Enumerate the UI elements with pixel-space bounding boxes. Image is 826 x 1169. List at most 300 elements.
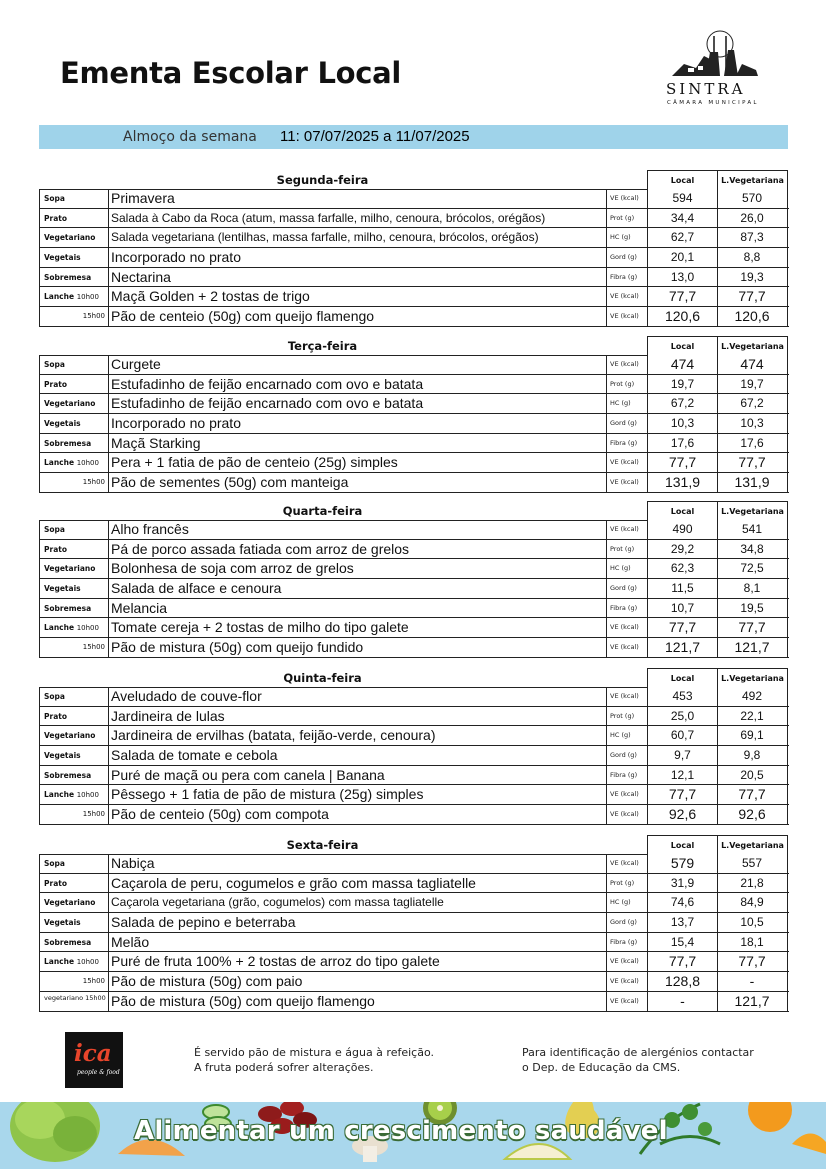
value-vegetarian: 19,5 bbox=[717, 599, 788, 618]
dish-name: Incorporado no prato bbox=[111, 249, 241, 266]
column-header-local: Local bbox=[647, 668, 718, 687]
nutrient-label: Gord (g) bbox=[606, 913, 647, 932]
row-label: Vegetariano bbox=[44, 233, 96, 243]
nutrient-label: VE (kcal) bbox=[606, 618, 647, 637]
value-local: 579 bbox=[647, 854, 718, 873]
dish-name: Primavera bbox=[111, 190, 175, 206]
row-label: Sobremesa bbox=[44, 937, 92, 947]
row-label-cell bbox=[39, 579, 109, 598]
row-time: 10h00 bbox=[76, 958, 99, 967]
menu-row bbox=[39, 189, 789, 209]
row-label: Sobremesa bbox=[44, 603, 92, 613]
menu-row bbox=[39, 453, 789, 473]
row-label: Lanche bbox=[44, 790, 75, 800]
value-local: 121,7 bbox=[647, 638, 718, 657]
value-local: 594 bbox=[647, 189, 718, 208]
nutrient-label: VE (kcal) bbox=[606, 785, 647, 804]
value-local: 9,7 bbox=[647, 746, 718, 765]
row-label: Sopa bbox=[44, 859, 65, 868]
row-label-cell bbox=[39, 209, 109, 228]
value-vegetarian: 10,3 bbox=[717, 414, 788, 433]
dish-name: Pá de porco assada fatiada com arroz de grelos bbox=[111, 540, 410, 557]
dish-name: Puré de maçã ou pera com canela | Banana bbox=[111, 766, 385, 783]
dish-name: Pão de mistura (50g) com queijo flamengo bbox=[111, 992, 375, 1009]
value-local: 77,7 bbox=[647, 618, 718, 637]
row-label-cell bbox=[39, 638, 109, 657]
nutrient-label: VE (kcal) bbox=[606, 473, 647, 492]
row-time: 10h00 bbox=[76, 293, 99, 302]
nutrient-label: Prot (g) bbox=[606, 540, 647, 559]
row-label-cell bbox=[39, 394, 109, 413]
row-label-cell bbox=[39, 248, 109, 267]
note-bread-fruit bbox=[194, 1045, 434, 1075]
nutrient-label: VE (kcal) bbox=[606, 952, 647, 971]
row-label-cell bbox=[39, 854, 109, 873]
row-label: Sobremesa bbox=[44, 770, 92, 780]
menu-row bbox=[39, 805, 789, 825]
value-vegetarian: 570 bbox=[717, 189, 788, 208]
row-label-cell bbox=[39, 228, 109, 247]
nutrient-label: VE (kcal) bbox=[606, 355, 647, 374]
row-label-cell bbox=[39, 599, 109, 618]
row-time: 15h00 bbox=[82, 810, 105, 819]
menu-row bbox=[39, 375, 789, 395]
banner-slogan: Alimentar um crescimento saudável bbox=[134, 1116, 668, 1146]
row-label-cell bbox=[39, 473, 109, 492]
row-label: Vegetais bbox=[44, 751, 81, 761]
row-time: vegetariano 15h00 bbox=[44, 993, 106, 1002]
nutrient-label: HC (g) bbox=[606, 394, 647, 413]
row-label: Vegetariano bbox=[44, 731, 96, 741]
menu-row bbox=[39, 268, 789, 288]
value-local: 77,7 bbox=[647, 952, 718, 971]
note-fruit: A fruta poderá sofrer alterações. bbox=[194, 1061, 374, 1074]
nutrient-label: Prot (g) bbox=[606, 707, 647, 726]
value-local: 13,0 bbox=[647, 268, 718, 287]
value-vegetarian: 492 bbox=[717, 687, 788, 706]
dish-name: Pão de sementes (50g) com manteiga bbox=[111, 474, 349, 491]
menu-row bbox=[39, 248, 789, 268]
value-vegetarian: 121,7 bbox=[717, 638, 788, 657]
row-label: Vegetariano bbox=[44, 898, 96, 908]
day-header bbox=[39, 667, 789, 687]
dish-name: Pêssego + 1 fatia de pão de mistura (25g) simples bbox=[111, 786, 424, 803]
value-vegetarian: 77,7 bbox=[717, 785, 788, 804]
menu-row bbox=[39, 307, 789, 327]
nutrient-label: Gord (g) bbox=[606, 579, 647, 598]
nutrient-label: HC (g) bbox=[606, 893, 647, 912]
dish-name: Estufadinho de feijão encarnado com ovo e batata bbox=[111, 395, 424, 412]
dish-name: Incorporado no prato bbox=[111, 415, 241, 432]
day-table bbox=[39, 500, 789, 658]
row-label-cell bbox=[39, 540, 109, 559]
value-local: 31,9 bbox=[647, 874, 718, 893]
day-header bbox=[39, 834, 789, 854]
nutrient-label: VE (kcal) bbox=[606, 307, 647, 326]
value-local: 10,3 bbox=[647, 414, 718, 433]
note-bread: É servido pão de mistura e água à refeição. bbox=[194, 1046, 434, 1059]
dish-name: Pão de centeio (50g) com queijo flamengo bbox=[111, 308, 375, 325]
menu-row bbox=[39, 933, 789, 953]
dish-name: Salada à Cabo da Roca (atum, massa farfalle, milho, cenoura, brócolos, orégãos) bbox=[111, 210, 546, 225]
dish-name: Melão bbox=[111, 933, 150, 950]
nutrient-label: VE (kcal) bbox=[606, 189, 647, 208]
ica-logo-text: ica bbox=[74, 1040, 112, 1067]
row-label-cell bbox=[39, 766, 109, 785]
value-vegetarian: 19,7 bbox=[717, 375, 788, 394]
menu-row bbox=[39, 209, 789, 229]
row-label-cell bbox=[39, 913, 109, 932]
dish-name: Nectarina bbox=[111, 268, 171, 285]
value-local: - bbox=[647, 992, 718, 1011]
day-header bbox=[39, 169, 789, 189]
row-label-cell bbox=[39, 687, 109, 706]
nutrient-label: VE (kcal) bbox=[606, 805, 647, 824]
menu-row bbox=[39, 726, 789, 746]
menu-row bbox=[39, 559, 789, 579]
day-name: Segunda-feira bbox=[276, 173, 369, 187]
dish-name: Salada de tomate e cebola bbox=[111, 747, 278, 764]
value-vegetarian: 77,7 bbox=[717, 453, 788, 472]
value-vegetarian: 131,9 bbox=[717, 473, 788, 492]
week-value: 11: 07/07/2025 a 11/07/2025 bbox=[280, 128, 470, 145]
value-vegetarian: 77,7 bbox=[717, 618, 788, 637]
value-local: 34,4 bbox=[647, 209, 718, 228]
row-time: 10h00 bbox=[76, 624, 99, 633]
ica-logo bbox=[65, 1032, 123, 1088]
value-vegetarian: 17,6 bbox=[717, 434, 788, 453]
row-label: Sopa bbox=[44, 194, 65, 203]
dish-name: Jardineira de ervilhas (batata, feijão-verde, cenoura) bbox=[111, 727, 436, 744]
day-name: Quarta-feira bbox=[282, 504, 363, 518]
dish-name: Salada de pepino e beterraba bbox=[111, 914, 296, 931]
value-local: 74,6 bbox=[647, 893, 718, 912]
note-allergens-line1: Para identificação de alergénios contactar bbox=[522, 1046, 754, 1059]
value-vegetarian: 8,8 bbox=[717, 248, 788, 267]
palace-icon bbox=[670, 30, 760, 78]
row-label: Vegetais bbox=[44, 584, 81, 594]
nutrient-label: Prot (g) bbox=[606, 375, 647, 394]
value-local: 62,3 bbox=[647, 559, 718, 578]
row-label-cell bbox=[39, 933, 109, 952]
dish-name: Salada de alface e cenoura bbox=[111, 580, 282, 597]
nutrient-label: VE (kcal) bbox=[606, 453, 647, 472]
column-header-vegetarian: L.Vegetariana bbox=[717, 668, 788, 687]
value-vegetarian: 77,7 bbox=[717, 952, 788, 971]
sintra-logo bbox=[664, 30, 764, 110]
row-label-cell bbox=[39, 726, 109, 745]
value-local: 11,5 bbox=[647, 579, 718, 598]
value-local: 10,7 bbox=[647, 599, 718, 618]
menu-row bbox=[39, 893, 789, 913]
value-vegetarian: 22,1 bbox=[717, 707, 788, 726]
row-label: Prato bbox=[44, 711, 67, 721]
row-label-cell bbox=[39, 307, 109, 326]
value-vegetarian: 557 bbox=[717, 854, 788, 873]
row-label: Prato bbox=[44, 878, 67, 888]
menu-row bbox=[39, 952, 789, 972]
row-label: Sobremesa bbox=[44, 438, 92, 448]
value-vegetarian: 84,9 bbox=[717, 893, 788, 912]
column-header-local: Local bbox=[647, 501, 718, 520]
week-bar bbox=[39, 125, 788, 149]
value-local: 120,6 bbox=[647, 307, 718, 326]
menu-row bbox=[39, 287, 789, 307]
nutrient-label: Fibra (g) bbox=[606, 766, 647, 785]
day-table bbox=[39, 667, 789, 825]
row-label-cell bbox=[39, 785, 109, 804]
menu-row bbox=[39, 766, 789, 786]
nutrient-label: Gord (g) bbox=[606, 248, 647, 267]
menu-row bbox=[39, 355, 789, 375]
menu-row bbox=[39, 520, 789, 540]
dish-name: Maçã Golden + 2 tostas de trigo bbox=[111, 288, 310, 305]
dish-name: Jardineira de lulas bbox=[111, 707, 225, 724]
dish-name: Pão de mistura (50g) com paio bbox=[111, 973, 303, 990]
column-header-vegetarian: L.Vegetariana bbox=[717, 501, 788, 520]
column-header-local: Local bbox=[647, 336, 718, 355]
menu-row bbox=[39, 394, 789, 414]
row-label-cell bbox=[39, 746, 109, 765]
row-label-cell bbox=[39, 355, 109, 374]
nutrient-label: VE (kcal) bbox=[606, 687, 647, 706]
note-allergens-line2: o Dep. de Educação da CMS. bbox=[522, 1061, 681, 1074]
nutrient-label: HC (g) bbox=[606, 559, 647, 578]
value-vegetarian: 67,2 bbox=[717, 394, 788, 413]
menu-row bbox=[39, 618, 789, 638]
row-label-cell bbox=[39, 414, 109, 433]
value-local: 453 bbox=[647, 687, 718, 706]
nutrient-label: HC (g) bbox=[606, 726, 647, 745]
row-time: 15h00 bbox=[82, 312, 105, 321]
nutrient-label: VE (kcal) bbox=[606, 638, 647, 657]
value-vegetarian: 72,5 bbox=[717, 559, 788, 578]
day-table bbox=[39, 169, 789, 327]
menu-row bbox=[39, 228, 789, 248]
value-local: 62,7 bbox=[647, 228, 718, 247]
nutrient-label: VE (kcal) bbox=[606, 992, 647, 1011]
value-vegetarian: 474 bbox=[717, 355, 788, 374]
row-label-cell bbox=[39, 520, 109, 539]
row-time: 15h00 bbox=[82, 478, 105, 487]
row-time: 15h00 bbox=[82, 977, 105, 986]
row-label: Sobremesa bbox=[44, 272, 92, 282]
row-label-cell bbox=[39, 453, 109, 472]
value-local: 29,2 bbox=[647, 540, 718, 559]
column-header-local: Local bbox=[647, 170, 718, 189]
nutrient-label: Gord (g) bbox=[606, 414, 647, 433]
menu-row bbox=[39, 707, 789, 727]
menu-row bbox=[39, 854, 789, 874]
value-vegetarian: 21,8 bbox=[717, 874, 788, 893]
row-label-cell bbox=[39, 805, 109, 824]
nutrient-label: HC (g) bbox=[606, 228, 647, 247]
value-vegetarian: - bbox=[717, 972, 788, 991]
row-label-cell bbox=[39, 434, 109, 453]
row-label: Prato bbox=[44, 379, 67, 389]
row-label: Vegetais bbox=[44, 419, 81, 429]
row-time: 10h00 bbox=[76, 791, 99, 800]
logo-wordmark: SINTRA bbox=[666, 80, 746, 98]
menu-row bbox=[39, 874, 789, 894]
row-label: Lanche bbox=[44, 458, 75, 468]
value-local: 128,8 bbox=[647, 972, 718, 991]
day-name: Quinta-feira bbox=[283, 671, 362, 685]
value-vegetarian: 9,8 bbox=[717, 746, 788, 765]
row-label-cell bbox=[39, 893, 109, 912]
value-local: 131,9 bbox=[647, 473, 718, 492]
value-local: 490 bbox=[647, 520, 718, 539]
row-label-cell bbox=[39, 707, 109, 726]
column-header-vegetarian: L.Vegetariana bbox=[717, 170, 788, 189]
value-local: 15,4 bbox=[647, 933, 718, 952]
ica-logo-tagline: people & food bbox=[77, 1069, 120, 1076]
dish-name: Pão de centeio (50g) com compota bbox=[111, 806, 329, 823]
row-label: Lanche bbox=[44, 292, 75, 302]
dish-name: Estufadinho de feijão encarnado com ovo e batata bbox=[111, 375, 424, 392]
day-header bbox=[39, 335, 789, 355]
dish-name: Melancia bbox=[111, 599, 168, 616]
logo-subtitle: CÂMARA MUNICIPAL bbox=[667, 100, 759, 106]
value-vegetarian: 34,8 bbox=[717, 540, 788, 559]
nutrient-label: Gord (g) bbox=[606, 746, 647, 765]
value-local: 12,1 bbox=[647, 766, 718, 785]
page-title: Ementa Escolar Local bbox=[60, 56, 402, 90]
row-label-cell bbox=[39, 375, 109, 394]
nutrient-label: Fibra (g) bbox=[606, 933, 647, 952]
menu-row bbox=[39, 414, 789, 434]
value-local: 77,7 bbox=[647, 785, 718, 804]
value-local: 19,7 bbox=[647, 375, 718, 394]
value-local: 60,7 bbox=[647, 726, 718, 745]
row-label: Sopa bbox=[44, 360, 65, 369]
value-local: 77,7 bbox=[647, 287, 718, 306]
nutrient-label: VE (kcal) bbox=[606, 972, 647, 991]
value-local: 13,7 bbox=[647, 913, 718, 932]
value-vegetarian: 18,1 bbox=[717, 933, 788, 952]
dish-name: Alho francês bbox=[111, 521, 189, 537]
value-vegetarian: 19,3 bbox=[717, 268, 788, 287]
value-vegetarian: 541 bbox=[717, 520, 788, 539]
dish-name: Tomate cereja + 2 tostas de milho do tipo galete bbox=[111, 619, 409, 636]
row-label-cell bbox=[39, 189, 109, 208]
nutrient-label: Prot (g) bbox=[606, 209, 647, 228]
menu-row bbox=[39, 638, 789, 658]
menu-row bbox=[39, 992, 789, 1012]
menu-row bbox=[39, 473, 789, 493]
row-label: Lanche bbox=[44, 623, 75, 633]
nutrient-label: Fibra (g) bbox=[606, 434, 647, 453]
row-label-cell bbox=[39, 268, 109, 287]
menu-row bbox=[39, 540, 789, 560]
row-label-cell bbox=[39, 952, 109, 971]
week-label: Almoço da semana bbox=[123, 129, 257, 145]
row-label-cell bbox=[39, 559, 109, 578]
row-time: 10h00 bbox=[76, 459, 99, 468]
value-local: 17,6 bbox=[647, 434, 718, 453]
menu-row bbox=[39, 785, 789, 805]
nutrient-label: Fibra (g) bbox=[606, 268, 647, 287]
value-vegetarian: 87,3 bbox=[717, 228, 788, 247]
dish-name: Caçarola vegetariana (grão, cogumelos) com massa tagliatelle bbox=[111, 895, 444, 910]
row-label-cell bbox=[39, 992, 109, 1011]
row-label: Vegetariano bbox=[44, 399, 96, 409]
menu-row bbox=[39, 687, 789, 707]
day-table bbox=[39, 834, 789, 1012]
row-label: Vegetais bbox=[44, 253, 81, 263]
value-local: 25,0 bbox=[647, 707, 718, 726]
column-header-vegetarian: L.Vegetariana bbox=[717, 336, 788, 355]
value-vegetarian: 69,1 bbox=[717, 726, 788, 745]
day-table bbox=[39, 335, 789, 493]
value-local: 67,2 bbox=[647, 394, 718, 413]
dish-name: Caçarola de peru, cogumelos e grão com massa tagliatelle bbox=[111, 874, 476, 891]
column-header-local: Local bbox=[647, 835, 718, 854]
day-name: Sexta-feira bbox=[286, 838, 359, 852]
row-label: Vegetais bbox=[44, 918, 81, 928]
value-local: 77,7 bbox=[647, 453, 718, 472]
value-vegetarian: 10,5 bbox=[717, 913, 788, 932]
menu-row bbox=[39, 913, 789, 933]
column-header-vegetarian: L.Vegetariana bbox=[717, 835, 788, 854]
value-local: 474 bbox=[647, 355, 718, 374]
nutrient-label: VE (kcal) bbox=[606, 520, 647, 539]
menu-row bbox=[39, 434, 789, 454]
dish-name: Puré de fruta 100% + 2 tostas de arroz do tipo galete bbox=[111, 953, 440, 970]
dish-name: Aveludado de couve-flor bbox=[111, 688, 262, 704]
dish-name: Pão de mistura (50g) com queijo fundido bbox=[111, 639, 364, 656]
value-vegetarian: 121,7 bbox=[717, 992, 788, 1011]
row-label: Sopa bbox=[44, 692, 65, 701]
value-local: 20,1 bbox=[647, 248, 718, 267]
menu-row bbox=[39, 746, 789, 766]
menu-row bbox=[39, 972, 789, 992]
row-label: Lanche bbox=[44, 957, 75, 967]
dish-name: Curgete bbox=[111, 356, 161, 372]
row-label-cell bbox=[39, 972, 109, 991]
nutrient-label: VE (kcal) bbox=[606, 287, 647, 306]
nutrient-label: Prot (g) bbox=[606, 874, 647, 893]
row-label-cell bbox=[39, 618, 109, 637]
row-label: Sopa bbox=[44, 525, 65, 534]
value-local: 92,6 bbox=[647, 805, 718, 824]
row-label: Vegetariano bbox=[44, 564, 96, 574]
value-vegetarian: 8,1 bbox=[717, 579, 788, 598]
menu-row bbox=[39, 599, 789, 619]
row-time: 15h00 bbox=[82, 643, 105, 652]
dish-name: Maçã Starking bbox=[111, 434, 201, 451]
dish-name: Nabiça bbox=[111, 855, 155, 871]
dish-name: Bolonhesa de soja com arroz de grelos bbox=[111, 560, 354, 577]
note-allergens bbox=[522, 1045, 754, 1075]
row-label-cell bbox=[39, 287, 109, 306]
value-vegetarian: 92,6 bbox=[717, 805, 788, 824]
menu-row bbox=[39, 579, 789, 599]
day-header bbox=[39, 500, 789, 520]
dish-name: Pera + 1 fatia de pão de centeio (25g) simples bbox=[111, 454, 398, 471]
day-name: Terça-feira bbox=[287, 339, 358, 353]
row-label: Prato bbox=[44, 544, 67, 554]
row-label-cell bbox=[39, 874, 109, 893]
value-vegetarian: 20,5 bbox=[717, 766, 788, 785]
row-label: Prato bbox=[44, 213, 67, 223]
dish-name: Salada vegetariana (lentilhas, massa farfalle, milho, cenoura, brócolos, orégãos) bbox=[111, 230, 539, 245]
value-vegetarian: 120,6 bbox=[717, 307, 788, 326]
value-vegetarian: 26,0 bbox=[717, 209, 788, 228]
value-vegetarian: 77,7 bbox=[717, 287, 788, 306]
nutrient-label: Fibra (g) bbox=[606, 599, 647, 618]
nutrient-label: VE (kcal) bbox=[606, 854, 647, 873]
